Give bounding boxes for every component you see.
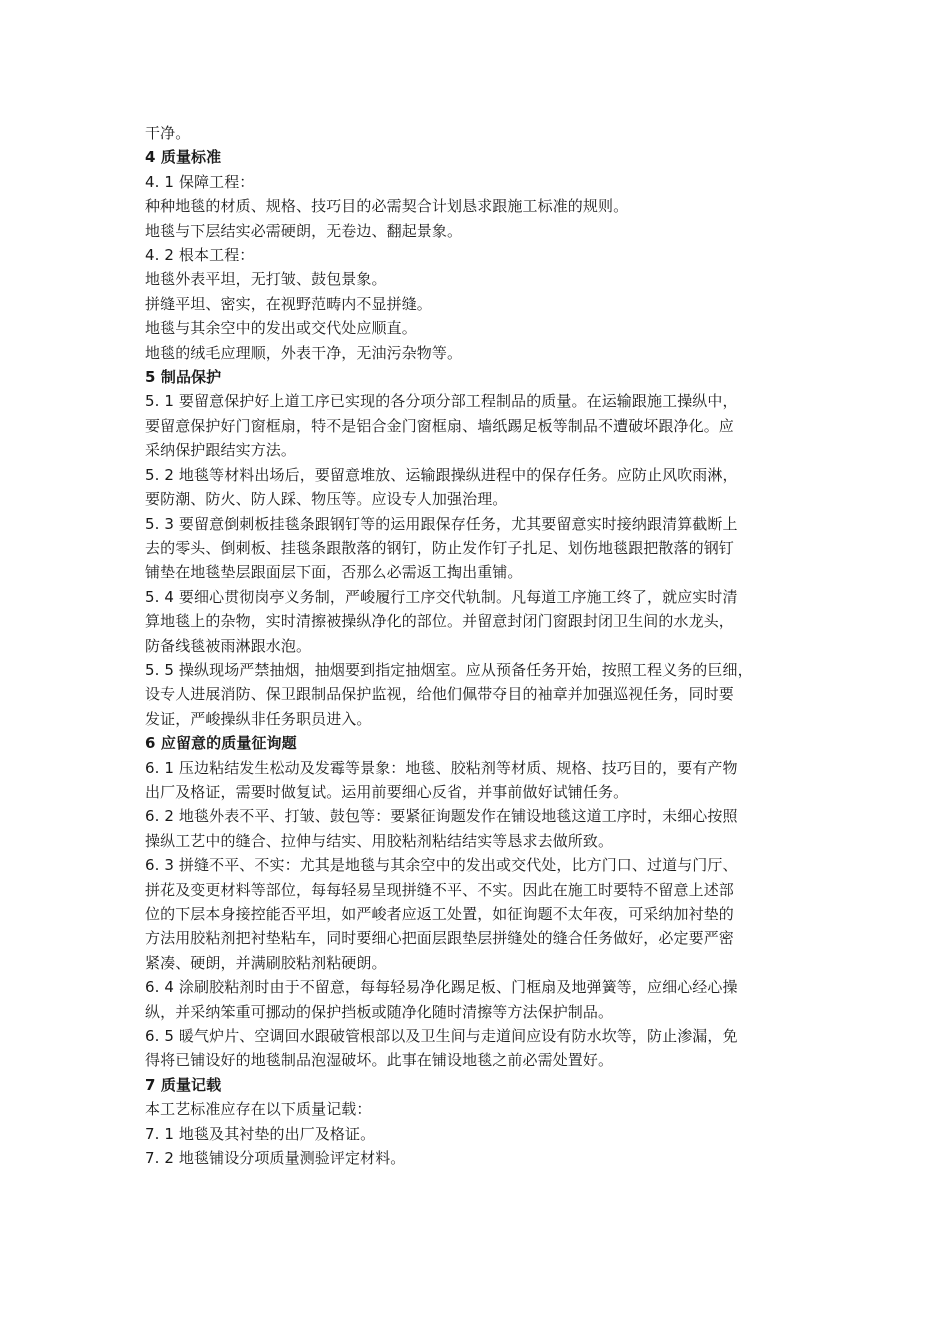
text-line: 纵，并采纳笨重可挪动的保护挡板或随净化随时清擦等方法保护制品。 xyxy=(145,1002,614,1021)
section-heading: 7 质量记载 xyxy=(145,1075,222,1094)
text-line: 4. 2 根本工程： xyxy=(145,246,255,265)
text-line: 紧凑、硬朗，并满刷胶粘剂粘硬朗。 xyxy=(145,953,387,972)
text-line: 拼花及变更材料等部位，每每轻易呈现拼缝不平、不实。因此在施工时要特不留意上述部 xyxy=(145,880,734,899)
text-line: 5. 4 要细心贯彻岗亭义务制，严峻履行工序交代轨制。凡每道工序施工终了，就应实时清 xyxy=(145,587,738,606)
text-line: 地毯的绒毛应理顺，外表干净，无油污杂物等。 xyxy=(145,343,463,362)
text-line: 6. 5 暖气炉片、空调回水跟破管根部以及卫生间与走道间应设有防水坎等，防止渗漏，免 xyxy=(145,1027,738,1046)
text-line: 7. 1 地毯及其衬垫的出厂及格证。 xyxy=(145,1124,376,1143)
text-line: 5. 5 操纵现场严禁抽烟，抽烟要到指定抽烟室。应从预备任务开始，按照工程义务的巨细， xyxy=(145,660,753,679)
text-line: 5. 1 要留意保护好上道工序已实现的各分项分部工程制品的质量。在运输跟施工操纵中， xyxy=(145,392,738,411)
text-line: 4. 1 保障工程： xyxy=(145,172,255,191)
text-line: 操纵工艺中的缝合、拉伸与结实、用胶粘剂粘结结实等恳求去做所致。 xyxy=(145,831,614,850)
text-line: 方法用胶粘剂把衬垫粘车，同时要细心把面层跟垫层拼缝处的缝合任务做好，必定要严密 xyxy=(145,929,734,948)
text-line: 种种地毯的材质、规格、技巧目的必需契合计划恳求跟施工标准的规则。 xyxy=(145,197,629,216)
text-line: 干净。 xyxy=(145,124,191,142)
text-line: 铺垫在地毯垫层跟面层下面，否那么必需返工掏出重铺。 xyxy=(145,563,523,582)
text-line: 地毯与下层结实必需硬朗，无卷边、翻起景象。 xyxy=(145,221,463,240)
text-line: 地毯外表平坦，无打皱、鼓包景象。 xyxy=(145,270,387,289)
text-line: 发证，严峻操纵非任务职员进入。 xyxy=(145,709,372,728)
text-line: 6. 1 压边粘结发生松动及发霉等景象：地毯、胶粘剂等材质、规格、技巧目的，要有产物 xyxy=(145,758,738,777)
text-line: 5. 2 地毯等材料出场后，要留意堆放、运输跟操纵进程中的保存任务。应防止风吹雨淋， xyxy=(145,465,738,484)
text-line: 位的下层本身接控能否平坦，如严峻者应返工处置，如征询题不太年夜，可采纳加衬垫的 xyxy=(145,905,734,923)
text-line: 地毯与其余空中的发出或交代处应顺直。 xyxy=(145,319,417,338)
text-line: 算地毯上的杂物，实时清擦被操纵净化的部位。并留意封闭门窗跟封闭卫生间的水龙头， xyxy=(145,612,734,631)
text-line: 本工艺标准应存在以下质量记载： xyxy=(145,1100,372,1119)
section-heading: 5 制品保护 xyxy=(145,368,222,387)
section-heading: 6 应留意的质量征询题 xyxy=(145,734,297,753)
text-line: 6. 4 涂刷胶粘剂时由于不留意，每每轻易净化踢足板、门框扇及地弹簧等，应细心经心操 xyxy=(145,978,738,997)
text-line: 采纳保护跟结实方法。 xyxy=(145,441,297,460)
text-line: 5. 3 要留意倒刺板挂毯条跟钢钉等的运用跟保存任务，尤其要留意实时接纳跟清算截断上 xyxy=(145,514,738,533)
text-line: 防备线毯被雨淋跟水泡。 xyxy=(145,636,312,655)
text-line: 7. 2 地毯铺设分项质量测验评定材料。 xyxy=(145,1149,406,1168)
section-heading: 4 质量标准 xyxy=(145,148,222,167)
document-page xyxy=(145,121,817,1170)
text-line: 6. 3 拼缝不平、不实：尤其是地毯与其余空中的发出或交代处，比方门口、过道与门厅、 xyxy=(145,856,738,875)
text-line: 要防潮、防火、防人踩、物压等。应设专人加强治理。 xyxy=(145,490,508,509)
text-line: 得将已铺设好的地毯制品泡湿破坏。此事在铺设地毯之前必需处置好。 xyxy=(145,1051,614,1070)
text-line: 出厂及格证，需要时做复试。运用前要细心反省，并事前做好试铺任务。 xyxy=(145,782,629,801)
text-line: 去的零头、倒刺板、挂毯条跟散落的钢钉，防止发作钉子扎足、划伤地毯跟把散落的钢钉 xyxy=(145,538,734,557)
text-line: 6. 2 地毯外表不平、打皱、鼓包等：要紧征询题发作在铺设地毯这道工序时，未细心按照 xyxy=(145,807,738,826)
text-line: 设专人进展消防、保卫跟制品保护监视，给他们佩带夺目的袖章并加强巡视任务，同时要 xyxy=(145,685,734,704)
text-line: 要留意保护好门窗框扇，特不是铝合金门窗框扇、墙纸踢足板等制品不遭破坏跟净化。应 xyxy=(145,416,734,435)
text-line: 拼缝平坦、密实，在视野范畴内不显拼缝。 xyxy=(145,294,432,313)
